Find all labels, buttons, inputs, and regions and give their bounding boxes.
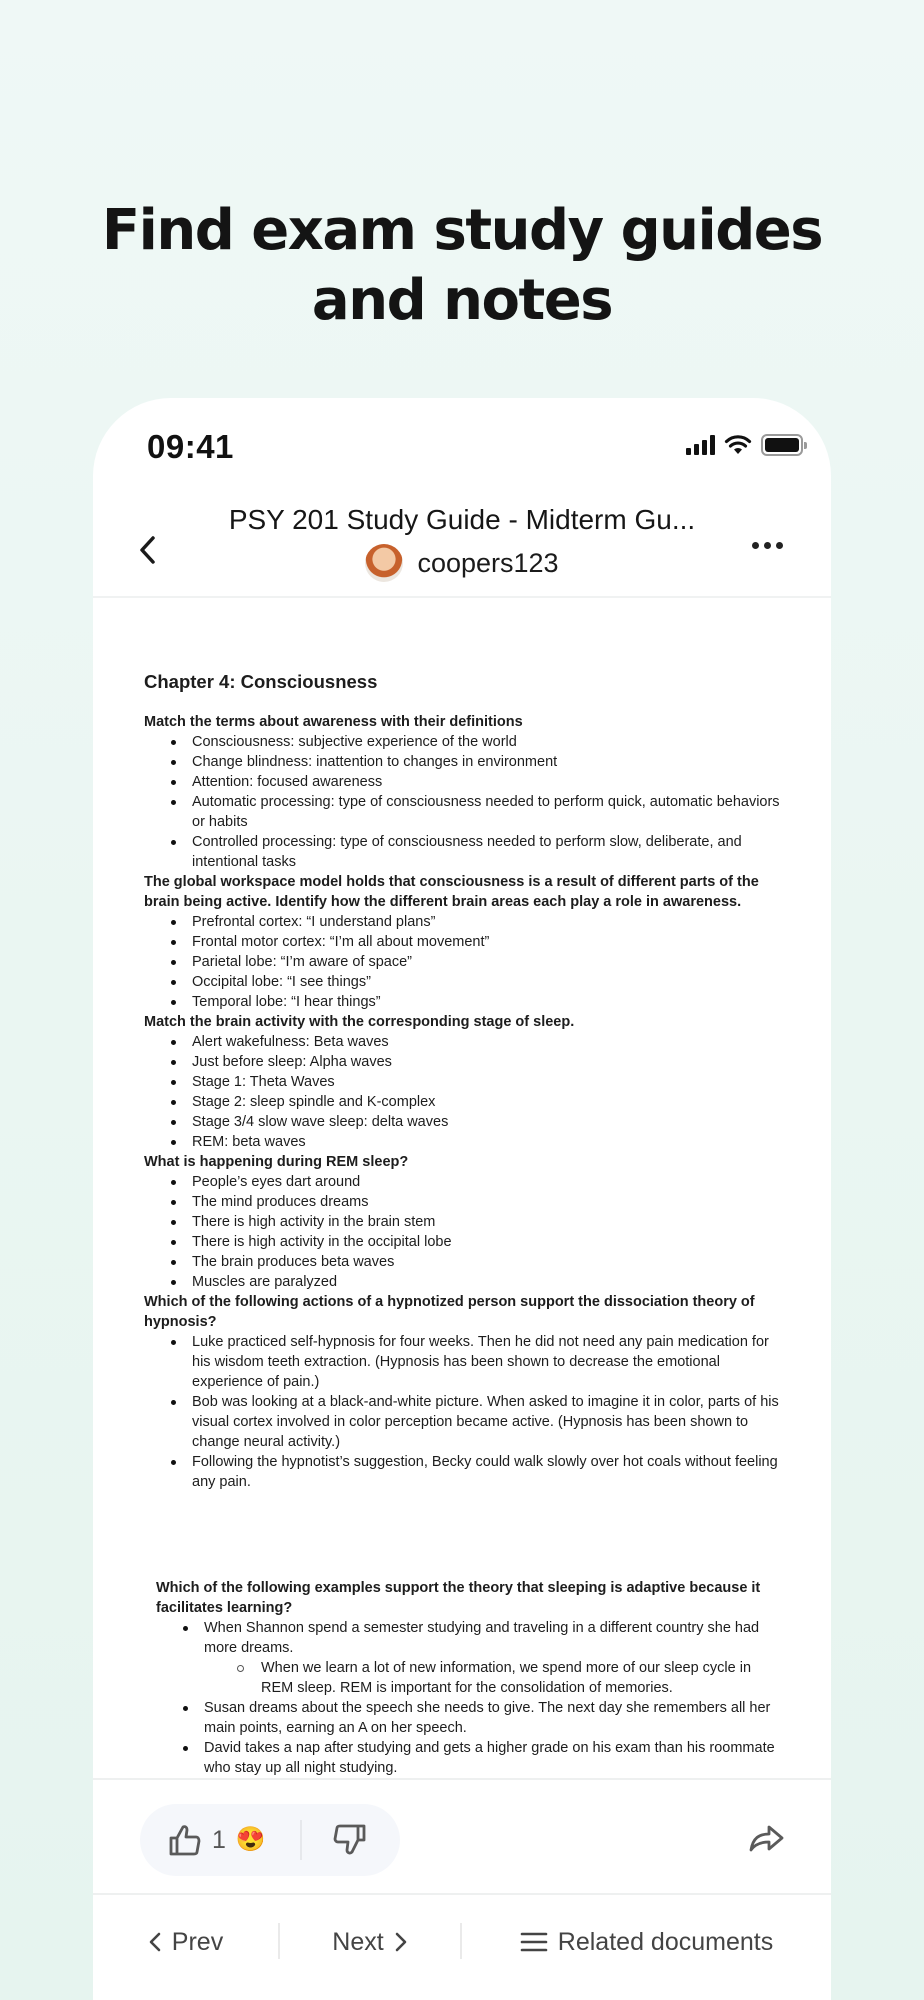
page-break: [144, 1492, 784, 1578]
answer-item: The brain produces beta waves: [192, 1252, 784, 1272]
answer-item: Luke practiced self-hypnosis for four weeks. Then he did not need any pain medication for his wisdom teeth extraction. (Hypnosis has been shown to decrease the emotional experience of pain.): [192, 1332, 784, 1392]
answer-item: Attention: focused awareness: [192, 772, 784, 792]
document-viewer[interactable]: [144, 670, 784, 1778]
wifi-icon: [724, 434, 752, 456]
answer-list: [144, 732, 784, 872]
answer-item: Susan dreams about the speech she needs to give. The next day she remembers all her main points, earning an A on her speech.: [204, 1698, 784, 1738]
question: The global workspace model holds that consciousness is a result of different parts of the brain being active. Identify how the different brain areas each play a role in awareness.: [144, 874, 759, 910]
answer-list: [144, 1172, 784, 1292]
ellipsis-icon: [752, 542, 759, 549]
answer-list: [144, 912, 784, 1012]
answer-item: Stage 1: Theta Waves: [192, 1072, 784, 1092]
document-header: [93, 498, 831, 598]
answer-list: [156, 1618, 784, 1778]
answer-item: Automatic processing: type of consciousness needed to perform quick, automatic behaviors or habits: [192, 792, 784, 832]
more-options-button[interactable]: [752, 542, 783, 549]
dislike-button[interactable]: [302, 1804, 398, 1876]
answer-item: Consciousness: subjective experience of the world: [192, 732, 784, 752]
answer-item: Temporal lobe: “I hear things”: [192, 992, 784, 1012]
reaction-pill: [140, 1804, 400, 1876]
answer-item: REM: beta waves: [192, 1132, 784, 1152]
prev-label: Prev: [171, 1927, 224, 1956]
answer-item: Following the hypnotist’s suggestion, Becky could walk slowly over hot coals without feeling any pain.: [192, 1452, 784, 1492]
answer-item: Controlled processing: type of consciousness needed to perform slow, deliberate, and intentional tasks: [192, 832, 784, 872]
heart-eyes-emoji-icon: 😍: [235, 1826, 266, 1853]
answer-item: Stage 3/4 slow wave sleep: delta waves: [192, 1112, 784, 1132]
bottom-navigation: [93, 1895, 831, 2000]
answer-item: Bob was looking at a black-and-white picture. When asked to imagine it in color, parts of his visual cortex involved in color perception became active. (Hypnosis has been shown to change neural activity.): [192, 1392, 784, 1452]
chevron-left-icon: [148, 1931, 162, 1953]
answer-item: David takes a nap after studying and gets a higher grade on his exam than his roommate who stay up all night studying.: [204, 1738, 784, 1778]
question: What is happening during REM sleep?: [144, 1154, 409, 1170]
chapter-heading: Chapter 4: Consciousness: [144, 671, 378, 692]
answer-item: There is high activity in the occipital lobe: [192, 1232, 784, 1252]
status-bar: [93, 398, 831, 488]
answer-list: [144, 1032, 784, 1152]
answer-item: Muscles are paralyzed: [192, 1272, 784, 1292]
status-time: 09:41: [147, 428, 234, 465]
answer-item: Alert wakefulness: Beta waves: [192, 1032, 784, 1052]
document-title: PSY 201 Study Guide - Midterm Gu...: [228, 504, 696, 535]
thumbs-down-icon: [333, 1823, 367, 1857]
list-menu-icon: [520, 1931, 548, 1953]
share-button[interactable]: [745, 1818, 789, 1858]
headline-line-2: and notes: [311, 268, 613, 333]
author-name: coopers123: [417, 547, 559, 578]
next-button[interactable]: [280, 1923, 460, 1961]
prev-button[interactable]: [93, 1923, 278, 1961]
answer-list: [144, 1332, 784, 1492]
chevron-right-icon: [394, 1931, 408, 1953]
question: Which of the following actions of a hypnotized person support the dissociation theory of hypnosis?: [144, 1294, 755, 1330]
like-count: 1: [212, 1825, 226, 1854]
like-button[interactable]: [140, 1804, 300, 1876]
headline-line-1: Find exam study guides: [101, 198, 823, 263]
related-documents-button[interactable]: [462, 1923, 831, 1961]
answer-item: [204, 1618, 784, 1698]
question: Match the terms about awareness with their definitions: [144, 714, 523, 730]
headline: [0, 196, 924, 336]
cellular-signal-icon: [686, 435, 715, 455]
question: Which of the following examples support the theory that sleeping is adaptive because it facilitates learning?: [156, 1580, 761, 1616]
sub-answer-item: When we learn a lot of new information, we spend more of our sleep cycle in REM sleep. REM is important for the consolidation of memories.: [261, 1658, 784, 1698]
battery-icon: [761, 434, 803, 456]
phone-frame: [93, 398, 831, 2000]
answer-item: The mind produces dreams: [192, 1192, 784, 1212]
avatar: [365, 544, 403, 582]
answer-item: Prefrontal cortex: “I understand plans”: [192, 912, 784, 932]
next-label: Next: [332, 1927, 384, 1956]
sub-answer-list: [204, 1658, 784, 1698]
answer-item: Occipital lobe: “I see things”: [192, 972, 784, 992]
answer-item: Frontal motor cortex: “I’m all about movement”: [192, 932, 784, 952]
question: Match the brain activity with the corresponding stage of sleep.: [144, 1014, 575, 1030]
action-bar: [93, 1778, 831, 1895]
answer-item: Stage 2: sleep spindle and K-complex: [192, 1092, 784, 1112]
status-icons: [686, 434, 803, 456]
answer-item: Just before sleep: Alpha waves: [192, 1052, 784, 1072]
thumbs-up-icon: [168, 1823, 202, 1857]
document-page-2: [144, 1578, 784, 1778]
answer-item: Change blindness: inattention to changes in environment: [192, 752, 784, 772]
answer-item: Parietal lobe: “I’m aware of space”: [192, 952, 784, 972]
answer-item: There is high activity in the brain stem: [192, 1212, 784, 1232]
related-documents-label: Related documents: [557, 1927, 774, 1956]
author-link[interactable]: [93, 544, 831, 582]
answer-item: People’s eyes dart around: [192, 1172, 784, 1192]
answer-text: When Shannon spend a semester studying and traveling in a different country she had more dreams.: [204, 1620, 760, 1656]
